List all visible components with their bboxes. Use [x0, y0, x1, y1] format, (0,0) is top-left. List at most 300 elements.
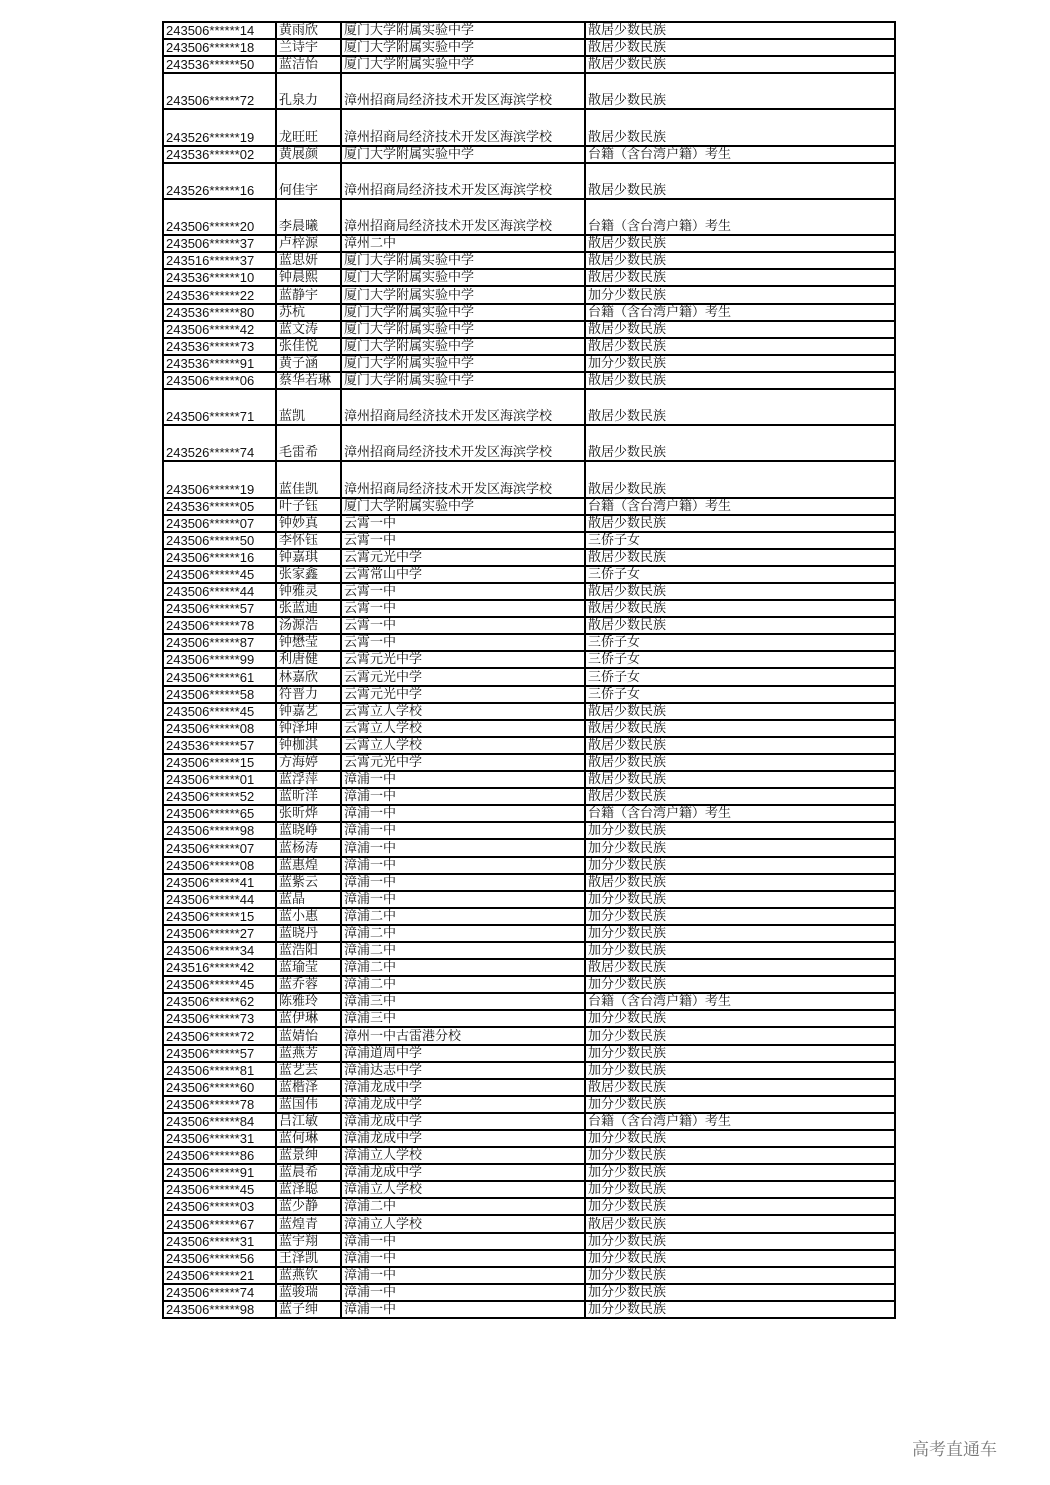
school-cell: 云霄一中 — [341, 617, 585, 634]
exam-id-cell: 243516******37 — [163, 252, 276, 269]
category-cell: 散居少数民族 — [585, 56, 895, 73]
table-row — [163, 1096, 895, 1113]
category-cell: 加分少数民族 — [585, 1147, 895, 1164]
table-row — [163, 235, 895, 252]
exam-id-cell: 243506******06 — [163, 372, 276, 389]
student-name-cell: 张佳悦 — [276, 338, 341, 355]
student-name-cell: 卢梓源 — [276, 235, 341, 252]
school-cell: 厦门大学附属实验中学 — [341, 355, 585, 372]
exam-id-cell: 243506******03 — [163, 1198, 276, 1215]
student-name-cell: 蓝佳凯 — [276, 461, 341, 497]
school-cell: 漳浦龙成中学 — [341, 1130, 585, 1147]
student-name-cell: 龙旺旺 — [276, 109, 341, 145]
exam-id-cell: 243506******72 — [163, 1027, 276, 1044]
school-cell: 云霄立人学校 — [341, 703, 585, 720]
student-name-cell: 孔泉力 — [276, 73, 341, 109]
student-name-cell: 蓝晶 — [276, 891, 341, 908]
table-row — [163, 891, 895, 908]
student-name-cell: 钟雅灵 — [276, 583, 341, 600]
table-row — [163, 976, 895, 993]
student-name-cell: 蓝洁怡 — [276, 56, 341, 73]
student-name-cell: 蓝小惠 — [276, 908, 341, 925]
exam-id-cell: 243536******05 — [163, 498, 276, 515]
category-cell: 散居少数民族 — [585, 338, 895, 355]
exam-id-cell: 243536******10 — [163, 269, 276, 286]
exam-id-cell: 243536******73 — [163, 338, 276, 355]
school-cell: 厦门大学附属实验中学 — [341, 56, 585, 73]
school-cell: 漳浦一中 — [341, 1267, 585, 1284]
school-cell: 漳浦龙成中学 — [341, 1096, 585, 1113]
school-cell: 漳州招商局经济技术开发区海滨学校 — [341, 199, 585, 235]
student-name-cell: 蓝骏瑞 — [276, 1284, 341, 1301]
exam-id-cell: 243506******37 — [163, 235, 276, 252]
exam-id-cell: 243506******21 — [163, 1267, 276, 1284]
student-name-cell: 蓝乔蓉 — [276, 976, 341, 993]
table-row — [163, 304, 895, 321]
school-cell: 漳浦立人学校 — [341, 1215, 585, 1232]
school-cell: 厦门大学附属实验中学 — [341, 498, 585, 515]
category-cell: 加分少数民族 — [585, 1096, 895, 1113]
table-row — [163, 389, 895, 425]
category-cell: 加分少数民族 — [585, 1010, 895, 1027]
school-cell: 漳浦一中 — [341, 788, 585, 805]
table-row — [163, 822, 895, 839]
category-cell: 台籍（含台湾户籍）考生 — [585, 199, 895, 235]
student-name-cell: 何佳宇 — [276, 163, 341, 199]
table-row — [163, 515, 895, 532]
exam-id-cell: 243506******50 — [163, 532, 276, 549]
exam-id-cell: 243506******86 — [163, 1147, 276, 1164]
school-cell: 漳浦二中 — [341, 959, 585, 976]
school-cell: 漳浦三中 — [341, 993, 585, 1010]
category-cell: 加分少数民族 — [585, 942, 895, 959]
category-cell: 散居少数民族 — [585, 959, 895, 976]
category-cell: 三侨子女 — [585, 651, 895, 668]
table-row — [163, 39, 895, 56]
school-cell: 漳浦立人学校 — [341, 1147, 585, 1164]
category-cell: 散居少数民族 — [585, 235, 895, 252]
school-cell: 漳州一中古雷港分校 — [341, 1027, 585, 1044]
student-name-cell: 蓝惠煌 — [276, 857, 341, 874]
student-name-cell: 利唐健 — [276, 651, 341, 668]
school-cell: 漳州招商局经济技术开发区海滨学校 — [341, 425, 585, 461]
student-name-cell: 黄子涵 — [276, 355, 341, 372]
exam-id-cell: 243506******56 — [163, 1250, 276, 1267]
table-row — [163, 959, 895, 976]
table-row — [163, 1079, 895, 1096]
category-cell: 加分少数民族 — [585, 1233, 895, 1250]
exam-id-cell: 243536******91 — [163, 355, 276, 372]
table-row — [163, 1045, 895, 1062]
category-cell: 加分少数民族 — [585, 1062, 895, 1079]
exam-id-cell: 243506******42 — [163, 321, 276, 338]
school-cell: 漳浦一中 — [341, 874, 585, 891]
watermark: 高考直通车 — [912, 1440, 997, 1460]
category-cell: 台籍（含台湾户籍）考生 — [585, 146, 895, 163]
school-cell: 漳浦三中 — [341, 1010, 585, 1027]
table-row — [163, 532, 895, 549]
student-name-cell: 黄展颜 — [276, 146, 341, 163]
school-cell: 厦门大学附属实验中学 — [341, 338, 585, 355]
exam-id-cell: 243506******45 — [163, 1181, 276, 1198]
student-name-cell: 张昕烨 — [276, 805, 341, 822]
school-cell: 云霄立人学校 — [341, 737, 585, 754]
category-cell: 散居少数民族 — [585, 39, 895, 56]
student-name-cell: 兰诗宇 — [276, 39, 341, 56]
student-name-cell: 钟晨熙 — [276, 269, 341, 286]
exam-id-cell: 243506******08 — [163, 720, 276, 737]
student-name-cell: 蔡华若琳 — [276, 372, 341, 389]
table-row — [163, 355, 895, 372]
category-cell: 散居少数民族 — [585, 109, 895, 145]
table-row — [163, 1267, 895, 1284]
student-name-cell: 毛雷希 — [276, 425, 341, 461]
exam-id-cell: 243506******20 — [163, 199, 276, 235]
student-name-cell: 方海婷 — [276, 754, 341, 771]
school-cell: 厦门大学附属实验中学 — [341, 269, 585, 286]
table-row — [163, 163, 895, 199]
student-name-cell: 蓝楷泽 — [276, 1079, 341, 1096]
category-cell: 加分少数民族 — [585, 1301, 895, 1318]
student-name-cell: 符晋力 — [276, 686, 341, 703]
category-cell: 台籍（含台湾户籍）考生 — [585, 993, 895, 1010]
table-row — [163, 252, 895, 269]
student-name-cell: 钟枷淇 — [276, 737, 341, 754]
table-row — [163, 1113, 895, 1130]
student-name-cell: 蓝艺芸 — [276, 1062, 341, 1079]
table-row — [163, 1130, 895, 1147]
school-cell: 云霄一中 — [341, 532, 585, 549]
student-name-cell: 蓝燕钦 — [276, 1267, 341, 1284]
category-cell: 加分少数民族 — [585, 286, 895, 303]
table-row — [163, 925, 895, 942]
table-row — [163, 338, 895, 355]
category-cell: 散居少数民族 — [585, 771, 895, 788]
exam-id-cell: 243506******41 — [163, 874, 276, 891]
school-cell: 漳浦一中 — [341, 822, 585, 839]
category-cell: 加分少数民族 — [585, 1130, 895, 1147]
category-cell: 散居少数民族 — [585, 73, 895, 109]
category-cell: 加分少数民族 — [585, 908, 895, 925]
student-name-cell: 蓝燕芳 — [276, 1045, 341, 1062]
category-cell: 加分少数民族 — [585, 976, 895, 993]
table-row — [163, 1250, 895, 1267]
category-cell: 散居少数民族 — [585, 874, 895, 891]
table-row — [163, 754, 895, 771]
table-row — [163, 1027, 895, 1044]
school-cell: 云霄元光中学 — [341, 549, 585, 566]
category-cell: 散居少数民族 — [585, 269, 895, 286]
exam-id-cell: 243506******15 — [163, 908, 276, 925]
category-cell: 加分少数民族 — [585, 1198, 895, 1215]
student-name-cell: 蓝晓峥 — [276, 822, 341, 839]
category-cell: 加分少数民族 — [585, 857, 895, 874]
exam-id-cell: 243506******60 — [163, 1079, 276, 1096]
school-cell: 漳浦一中 — [341, 839, 585, 856]
table-row — [163, 908, 895, 925]
student-list-table — [162, 21, 896, 1319]
school-cell: 漳浦一中 — [341, 1301, 585, 1318]
exam-id-cell: 243506******98 — [163, 822, 276, 839]
student-name-cell: 蓝昕洋 — [276, 788, 341, 805]
category-cell: 加分少数民族 — [585, 1045, 895, 1062]
exam-id-cell: 243536******50 — [163, 56, 276, 73]
school-cell: 云霄常山中学 — [341, 566, 585, 583]
student-name-cell: 苏杭 — [276, 304, 341, 321]
table-row — [163, 1062, 895, 1079]
table-row — [163, 686, 895, 703]
student-name-cell: 钟泽坤 — [276, 720, 341, 737]
category-cell: 三侨子女 — [585, 532, 895, 549]
category-cell: 散居少数民族 — [585, 600, 895, 617]
student-name-cell: 蓝婧怡 — [276, 1027, 341, 1044]
school-cell: 云霄元光中学 — [341, 668, 585, 685]
student-name-cell: 蓝浮萍 — [276, 771, 341, 788]
student-name-cell: 吕江敏 — [276, 1113, 341, 1130]
student-name-cell: 蓝紫云 — [276, 874, 341, 891]
table-row — [163, 1233, 895, 1250]
exam-id-cell: 243506******67 — [163, 1215, 276, 1232]
category-cell: 散居少数民族 — [585, 515, 895, 532]
category-cell: 散居少数民族 — [585, 754, 895, 771]
table-row — [163, 56, 895, 73]
table-row — [163, 857, 895, 874]
exam-id-cell: 243506******71 — [163, 389, 276, 425]
category-cell: 散居少数民族 — [585, 549, 895, 566]
exam-id-cell: 243506******57 — [163, 600, 276, 617]
category-cell: 散居少数民族 — [585, 372, 895, 389]
school-cell: 厦门大学附属实验中学 — [341, 321, 585, 338]
exam-id-cell: 243506******72 — [163, 73, 276, 109]
table-row — [163, 22, 895, 39]
table-row — [163, 1301, 895, 1318]
school-cell: 漳浦一中 — [341, 891, 585, 908]
table-row — [163, 321, 895, 338]
school-cell: 漳州招商局经济技术开发区海滨学校 — [341, 389, 585, 425]
table-row — [163, 498, 895, 515]
table-row — [163, 737, 895, 754]
school-cell: 云霄元光中学 — [341, 754, 585, 771]
school-cell: 云霄一中 — [341, 634, 585, 651]
table-row — [163, 1284, 895, 1301]
exam-id-cell: 243506******45 — [163, 976, 276, 993]
student-name-cell: 蓝晓丹 — [276, 925, 341, 942]
student-name-cell: 蓝泽聪 — [276, 1181, 341, 1198]
exam-id-cell: 243506******44 — [163, 891, 276, 908]
table-row — [163, 668, 895, 685]
category-cell: 散居少数民族 — [585, 720, 895, 737]
exam-id-cell: 243506******61 — [163, 668, 276, 685]
table-row — [163, 1164, 895, 1181]
school-cell: 漳浦二中 — [341, 925, 585, 942]
student-name-cell: 蓝景绅 — [276, 1147, 341, 1164]
student-name-cell: 王泽凯 — [276, 1250, 341, 1267]
table-row — [163, 788, 895, 805]
school-cell: 厦门大学附属实验中学 — [341, 286, 585, 303]
exam-id-cell: 243506******14 — [163, 22, 276, 39]
category-cell: 加分少数民族 — [585, 1181, 895, 1198]
exam-id-cell: 243506******45 — [163, 566, 276, 583]
category-cell: 加分少数民族 — [585, 1267, 895, 1284]
category-cell: 三侨子女 — [585, 634, 895, 651]
exam-id-cell: 243506******74 — [163, 1284, 276, 1301]
category-cell: 加分少数民族 — [585, 1027, 895, 1044]
school-cell: 漳州招商局经济技术开发区海滨学校 — [341, 163, 585, 199]
school-cell: 漳州招商局经济技术开发区海滨学校 — [341, 461, 585, 497]
category-cell: 加分少数民族 — [585, 891, 895, 908]
school-cell: 漳州招商局经济技术开发区海滨学校 — [341, 73, 585, 109]
exam-id-cell: 243536******22 — [163, 286, 276, 303]
category-cell: 散居少数民族 — [585, 22, 895, 39]
student-name-cell: 蓝凯 — [276, 389, 341, 425]
student-name-cell: 蓝浩阳 — [276, 942, 341, 959]
category-cell: 三侨子女 — [585, 668, 895, 685]
category-cell: 加分少数民族 — [585, 1284, 895, 1301]
table-row — [163, 1147, 895, 1164]
category-cell: 台籍（含台湾户籍）考生 — [585, 805, 895, 822]
table-row — [163, 1215, 895, 1232]
school-cell: 厦门大学附属实验中学 — [341, 39, 585, 56]
exam-id-cell: 243506******52 — [163, 788, 276, 805]
school-cell: 漳浦一中 — [341, 805, 585, 822]
category-cell: 散居少数民族 — [585, 703, 895, 720]
school-cell: 厦门大学附属实验中学 — [341, 304, 585, 321]
school-cell: 云霄元光中学 — [341, 686, 585, 703]
category-cell: 散居少数民族 — [585, 737, 895, 754]
table-row — [163, 372, 895, 389]
exam-id-cell: 243506******78 — [163, 617, 276, 634]
student-name-cell: 蓝晨希 — [276, 1164, 341, 1181]
school-cell: 漳浦二中 — [341, 1198, 585, 1215]
exam-id-cell: 243526******19 — [163, 109, 276, 145]
school-cell: 漳州招商局经济技术开发区海滨学校 — [341, 109, 585, 145]
table-row — [163, 839, 895, 856]
table-row — [163, 1181, 895, 1198]
school-cell: 厦门大学附属实验中学 — [341, 252, 585, 269]
table-row — [163, 1198, 895, 1215]
category-cell: 台籍（含台湾户籍）考生 — [585, 1113, 895, 1130]
category-cell: 加分少数民族 — [585, 355, 895, 372]
table-row — [163, 617, 895, 634]
table-row — [163, 199, 895, 235]
exam-id-cell: 243506******45 — [163, 703, 276, 720]
category-cell: 散居少数民族 — [585, 788, 895, 805]
table-row — [163, 771, 895, 788]
school-cell: 漳浦一中 — [341, 771, 585, 788]
student-name-cell: 陈雅玲 — [276, 993, 341, 1010]
exam-id-cell: 243506******07 — [163, 515, 276, 532]
category-cell: 散居少数民族 — [585, 389, 895, 425]
student-name-cell: 蓝少静 — [276, 1198, 341, 1215]
student-name-cell: 蓝瑜莹 — [276, 959, 341, 976]
school-cell: 漳州二中 — [341, 235, 585, 252]
category-cell: 三侨子女 — [585, 686, 895, 703]
school-cell: 漳浦二中 — [341, 908, 585, 925]
table-row — [163, 583, 895, 600]
table-row — [163, 269, 895, 286]
student-name-cell: 蓝子绅 — [276, 1301, 341, 1318]
category-cell: 加分少数民族 — [585, 822, 895, 839]
exam-id-cell: 243506******78 — [163, 1096, 276, 1113]
student-name-cell: 林嘉欣 — [276, 668, 341, 685]
category-cell: 加分少数民族 — [585, 1250, 895, 1267]
school-cell: 漳浦二中 — [341, 976, 585, 993]
table-row — [163, 461, 895, 497]
table-row — [163, 874, 895, 891]
table-row — [163, 425, 895, 461]
school-cell: 厦门大学附属实验中学 — [341, 372, 585, 389]
school-cell: 云霄元光中学 — [341, 651, 585, 668]
student-name-cell: 汤源浩 — [276, 617, 341, 634]
category-cell: 散居少数民族 — [585, 1215, 895, 1232]
category-cell: 加分少数民族 — [585, 1164, 895, 1181]
category-cell: 散居少数民族 — [585, 1079, 895, 1096]
exam-id-cell: 243526******16 — [163, 163, 276, 199]
school-cell: 云霄立人学校 — [341, 720, 585, 737]
exam-id-cell: 243506******87 — [163, 634, 276, 651]
exam-id-cell: 243506******81 — [163, 1062, 276, 1079]
table-row — [163, 600, 895, 617]
school-cell: 云霄一中 — [341, 583, 585, 600]
school-cell: 漳浦一中 — [341, 1233, 585, 1250]
student-name-cell: 蓝思妍 — [276, 252, 341, 269]
student-name-cell: 蓝煌青 — [276, 1215, 341, 1232]
exam-id-cell: 243506******15 — [163, 754, 276, 771]
student-name-cell: 钟嘉艺 — [276, 703, 341, 720]
exam-id-cell: 243506******44 — [163, 583, 276, 600]
exam-id-cell: 243536******80 — [163, 304, 276, 321]
category-cell: 散居少数民族 — [585, 252, 895, 269]
school-cell: 漳浦道周中学 — [341, 1045, 585, 1062]
table-row — [163, 805, 895, 822]
table-row — [163, 549, 895, 566]
student-name-cell: 蓝伊琳 — [276, 1010, 341, 1027]
exam-id-cell: 243506******73 — [163, 1010, 276, 1027]
student-name-cell: 蓝文涛 — [276, 321, 341, 338]
student-name-cell: 李晨曦 — [276, 199, 341, 235]
exam-id-cell: 243536******02 — [163, 146, 276, 163]
school-cell: 漳浦一中 — [341, 1250, 585, 1267]
table-row — [163, 1010, 895, 1027]
table-row — [163, 146, 895, 163]
school-cell: 漳浦龙成中学 — [341, 1079, 585, 1096]
school-cell: 漳浦一中 — [341, 857, 585, 874]
school-cell: 漳浦二中 — [341, 942, 585, 959]
table-row — [163, 109, 895, 145]
category-cell: 台籍（含台湾户籍）考生 — [585, 498, 895, 515]
exam-id-cell: 243506******27 — [163, 925, 276, 942]
student-name-cell: 钟妙真 — [276, 515, 341, 532]
table-row — [163, 651, 895, 668]
exam-id-cell: 243506******19 — [163, 461, 276, 497]
exam-id-cell: 243506******91 — [163, 1164, 276, 1181]
school-cell: 漳浦立人学校 — [341, 1181, 585, 1198]
exam-id-cell: 243506******34 — [163, 942, 276, 959]
category-cell: 散居少数民族 — [585, 461, 895, 497]
student-name-cell: 蓝宇翔 — [276, 1233, 341, 1250]
exam-id-cell: 243506******31 — [163, 1130, 276, 1147]
category-cell: 加分少数民族 — [585, 925, 895, 942]
student-name-cell: 蓝何琳 — [276, 1130, 341, 1147]
student-name-cell: 钟嘉琪 — [276, 549, 341, 566]
table-row — [163, 993, 895, 1010]
table-row — [163, 286, 895, 303]
student-name-cell: 蓝杨涛 — [276, 839, 341, 856]
student-name-cell: 张蓝迪 — [276, 600, 341, 617]
exam-id-cell: 243506******16 — [163, 549, 276, 566]
exam-id-cell: 243506******57 — [163, 1045, 276, 1062]
exam-id-cell: 243506******58 — [163, 686, 276, 703]
